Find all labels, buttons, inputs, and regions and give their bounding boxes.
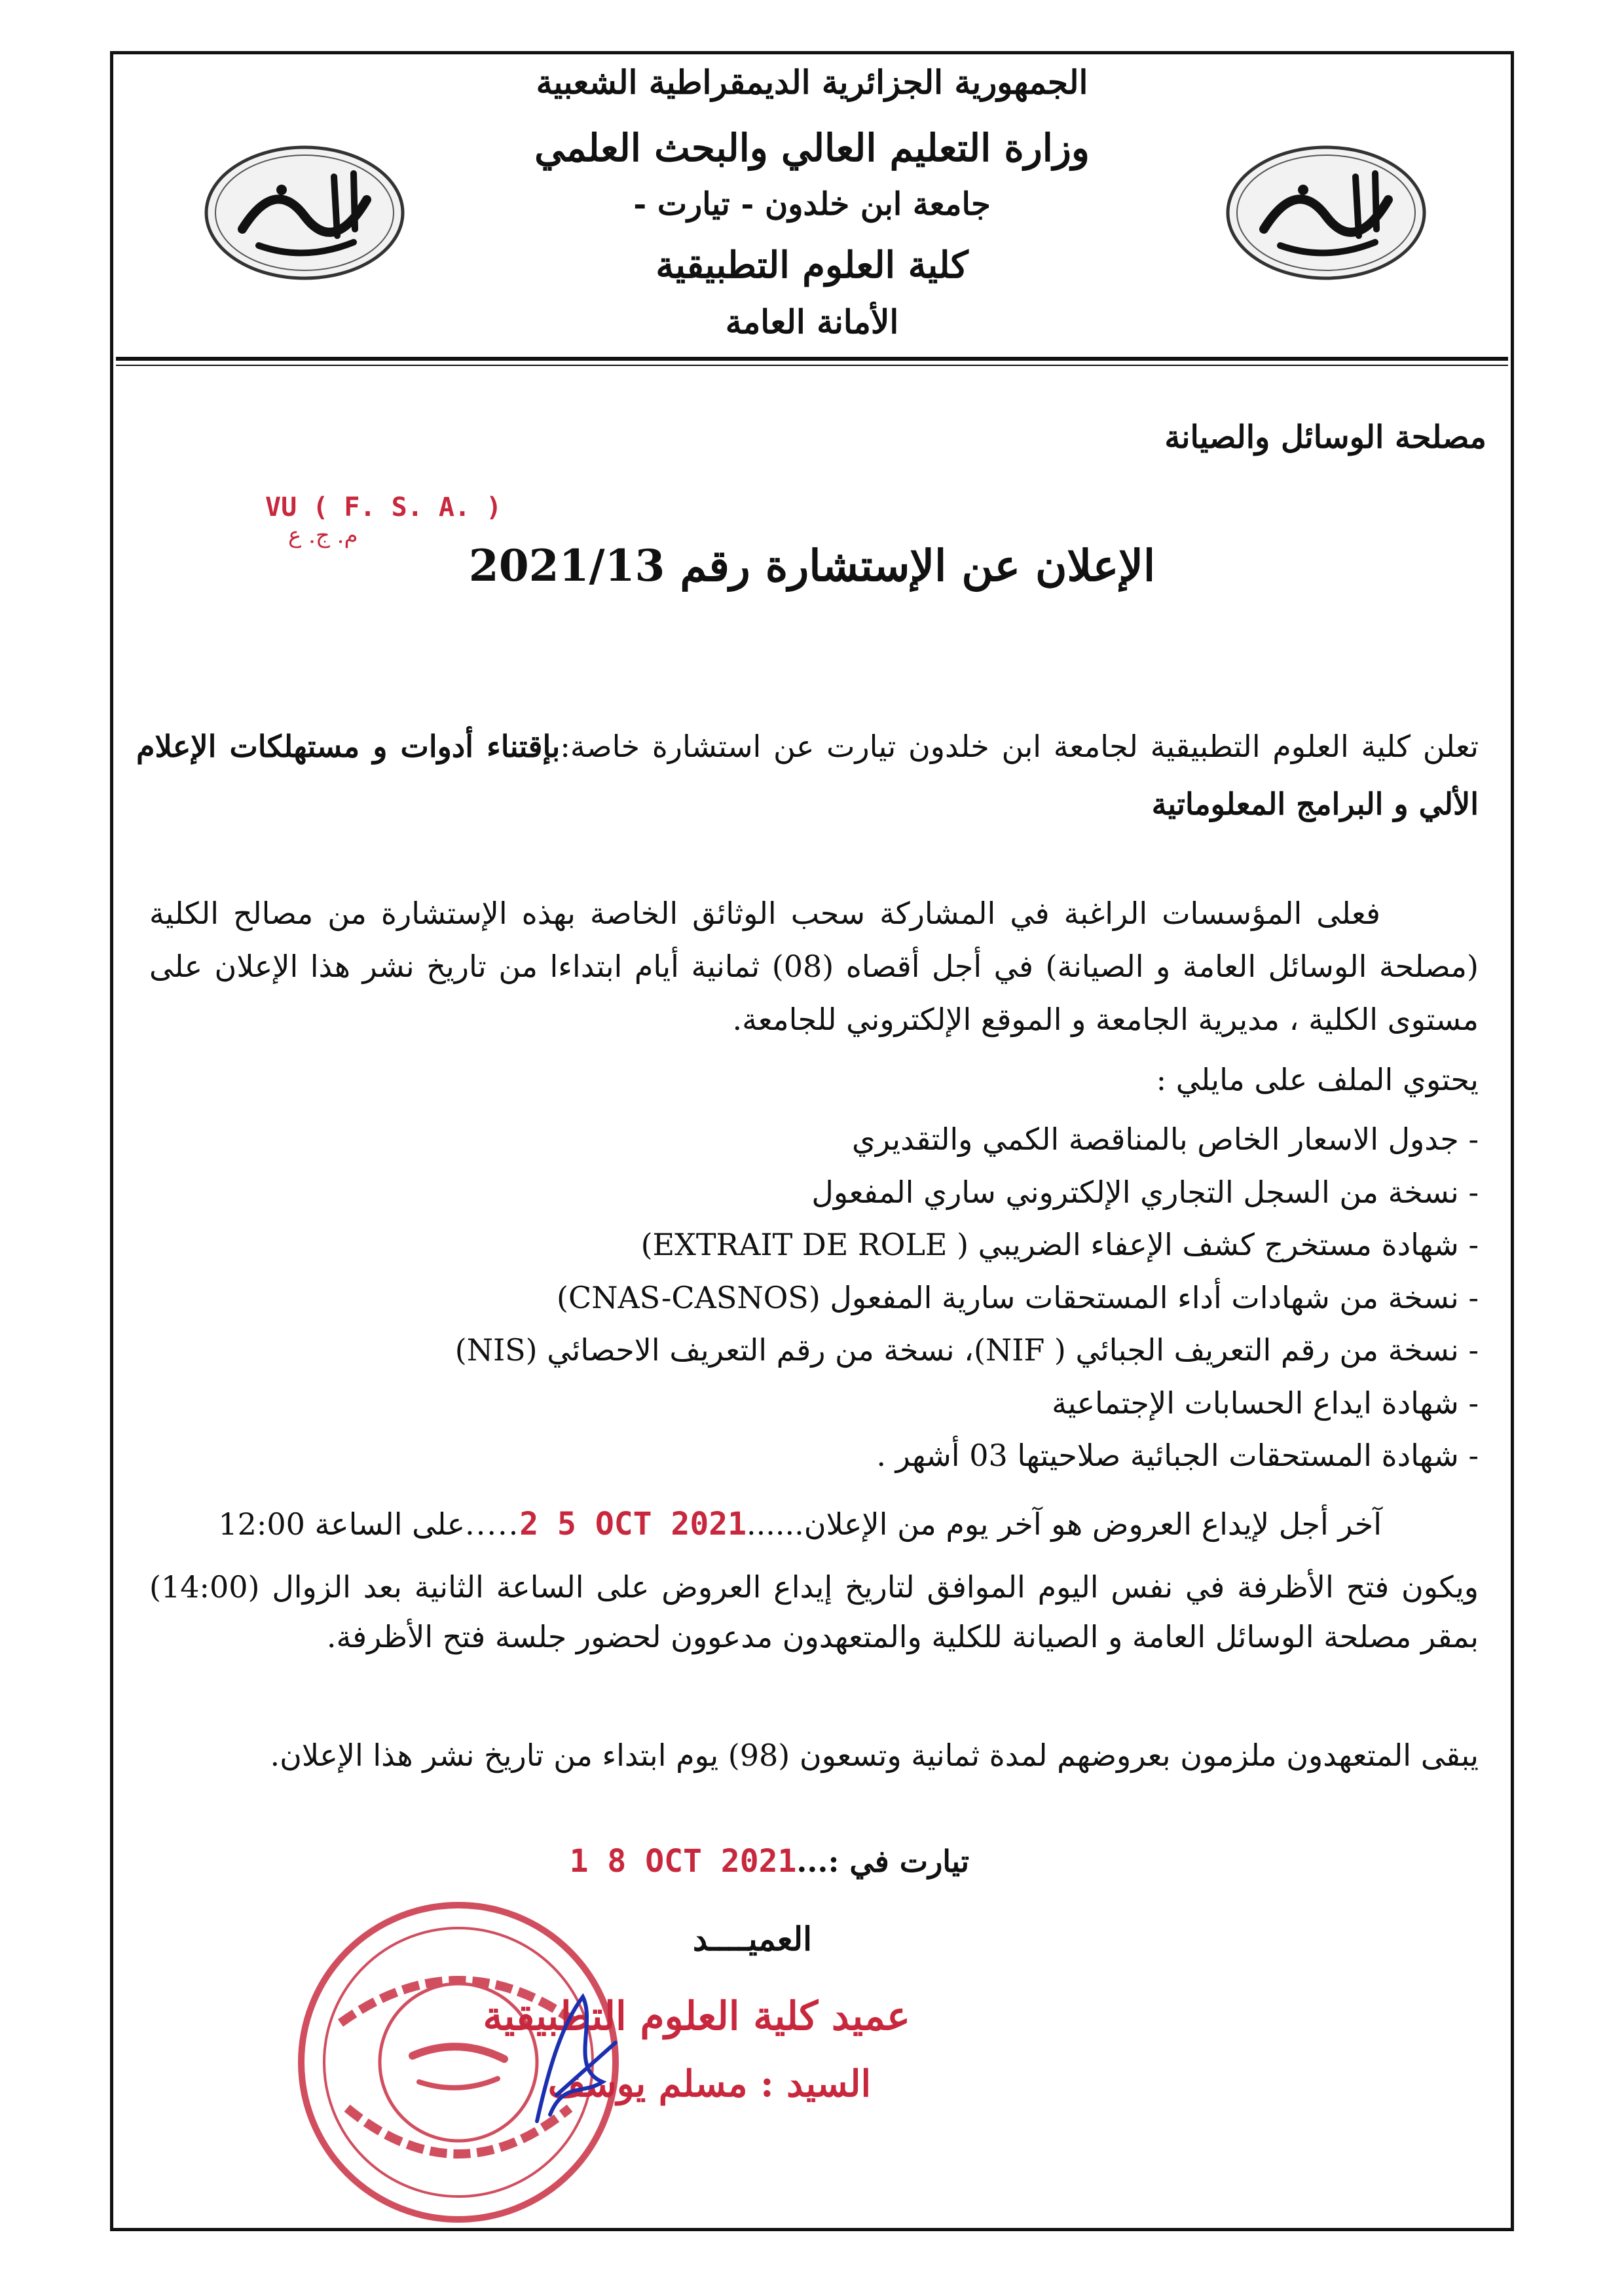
opening-paragraph: ويكون فتح الأظرفة في نفس اليوم الموافق لتاريخ إيداع العروض على الساعة الثانية بعد الزوال (14:00) بمقر مصلحة الوسائل العامة و الصيانة للكلية والمتعهدون مدعوون لحضور جلسة فتح الأظرفة. [149,1569,1479,1654]
university-seal-right-icon [1218,137,1434,288]
place-date-stamp: 1 8 OCT 2021 [569,1843,797,1880]
intro-paragraph [136,718,1479,833]
body-paragraph: فعلى المؤسسات الراغبة في المشاركة سحب الوثائق الخاصة بهذه الإستشارة من مصالح الكلية (مصلحة الوسائل العامة و الصيانة) في أجل أقصاه (08) ثمانية أيام ابتداءا من تاريخ نشر هذا الإعلان على مستوى الكلية ، مديرية الجامعة و الموقع الإلكتروني للجامعة. [149,896,1479,1037]
header-republic: الجمهورية الجزائرية الديمقراطية الشعبية [536,63,1088,101]
header-rule-thin [116,365,1508,366]
header-faculty: كلية العلوم التطبيقية [655,244,969,287]
documents-list [455,1113,1479,1482]
header-university: جامعة ابن خلدون - تيارت - [633,186,991,223]
list-item: - نسخة من السجل التجاري الإلكتروني ساري المفعول [811,1174,1479,1210]
deadline-line [218,1506,1382,1542]
list-item: - شهادة مستخرج كشف الإعفاء الضريبي ( EXTRAIT DE ROLE) [640,1227,1479,1262]
header-secretariat: الأمانة العامة [725,302,899,341]
dots: ...... [747,1506,804,1542]
fsa-stamp-sub: م. ج. ع [288,522,358,549]
university-seal-left-icon [196,137,413,288]
list-item: - نسخة من رقم التعريف الجبائي ( NIF)، نسخة من رقم التعريف الاحصائي (NIS) [454,1332,1479,1368]
announcement-title: الإعلان عن الإستشارة رقم 2021/13 [468,540,1156,591]
list-item: - جدول الاسعار الخاص بالمناقصة الكمي والتقديري [851,1121,1479,1157]
place-label: تيارت في : [828,1844,969,1879]
deadline-date-stamp: 2 5 OCT 2021 [519,1506,747,1542]
service-name: مصلحة الوسائل والصيانة [1164,419,1486,456]
place-date-line [570,1843,969,1880]
dots: ..... [465,1506,520,1542]
deadline-before: آخر أجل لإيداع العروض هو آخر يوم من الإعلان [803,1506,1382,1542]
list-item: - نسخة من شهادات أداء المستحقات سارية المفعول (CNAS-CASNOS) [557,1279,1479,1315]
contains-label: يحتوي الملف على مايلي : [1156,1062,1479,1097]
list-item: - شهادة المستحقات الجبائية صلاحيتها 03 أشهر . [876,1438,1479,1473]
intro-text: تعلن كلية العلوم التطبيقية لجامعة ابن خلدون تيارت عن استشارة خاصة: [560,729,1479,764]
deadline-after: على الساعة 12:00 [218,1506,466,1542]
handwritten-signature-icon [524,1984,629,2134]
header-ministry: وزارة التعليم العالي والبحث العلمي [534,126,1090,170]
fsa-stamp: VU ( F. S. A. ) [265,492,502,522]
validity-paragraph: يبقى المتعهدون ملزمون بعروضهم لمدة ثمانية وتسعون (98) يوم ابتداء من تاريخ نشر هذا الإعلان. [270,1738,1479,1773]
header-rule-thick [116,357,1508,361]
dean-stamp-name: السيد : مسلم يوسف [547,2062,871,2105]
dean-stamp-title: عميد كلية العلوم التطبيقية [483,1994,910,2039]
intro-subject: بإقتناء أدوات و مستهلكات الإعلام الألي و البرامج المعلوماتية [136,729,1479,822]
list-item: - شهادة ايداع الحسابات الإجتماعية [1052,1385,1479,1421]
dots: ... [796,1844,828,1879]
dean-label: العميــــد [692,1920,812,1958]
